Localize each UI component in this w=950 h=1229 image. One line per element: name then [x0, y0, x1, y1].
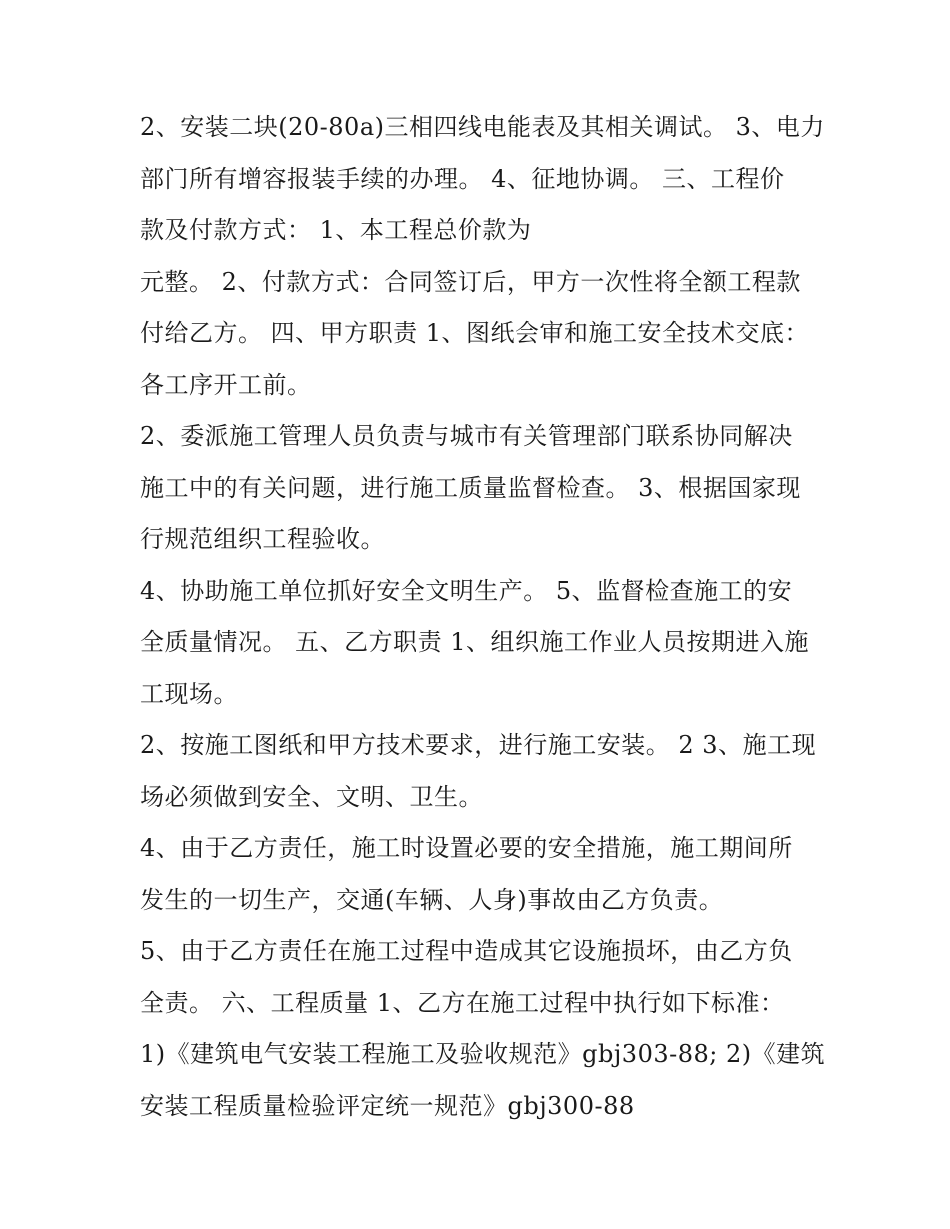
text-line: 付给乙方。 四、甲方职责 1、图纸会审和施工安全技术交底： [140, 319, 810, 347]
text-line: 2、安装二块(20-80a)三相四线电能表及其相关调试。 3、电力 [140, 113, 825, 141]
text-line: 1)《建筑电气安装工程施工及验收规范》gbj303-88; 2)《建筑 [140, 1040, 826, 1068]
text-line: 4、协助施工单位抓好安全文明生产。 5、监督检查施工的安 [140, 576, 793, 605]
text-line: 安装工程质量检验评定统一规范》gbj300-88 [140, 1091, 635, 1120]
text-line: 部门所有增容报装手续的办理。 4、征地协调。 三、工程价 [140, 164, 785, 193]
text-line: 4、由于乙方责任，施工时设置必要的安全措施，施工期间所 [140, 834, 793, 862]
text-line: 行规范组织工程验收。 [140, 525, 385, 553]
text-line: 施工中的有关问题，进行施工质量监督检查。 3、根据国家现 [140, 473, 801, 502]
document-body [140, 102, 826, 1132]
text-line: 场必须做到安全、文明、卫生。 [140, 782, 483, 811]
text-line: 全质量情况。 五、乙方职责 1、组织施工作业人员按期进入施 [140, 628, 810, 656]
text-line: 工现场。 [140, 679, 238, 708]
text-line: 款及付款方式： 1、本工程总价款为 [140, 216, 532, 244]
text-line: 2、委派施工管理人员负责与城市有关管理部门联系协同解决 [140, 422, 793, 450]
text-line: 5、由于乙方责任在施工过程中造成其它设施损坏，由乙方负 [140, 937, 793, 965]
text-line: 发生的一切生产，交通(车辆、人身)事故由乙方负责。 [140, 885, 724, 914]
text-line: 全责。 六、工程质量 1、乙方在施工过程中执行如下标准： [140, 988, 785, 1017]
text-line: 各工序开工前。 [140, 370, 312, 399]
text-line: 2、按施工图纸和甲方技术要求，进行施工安装。 2 3、施工现 [140, 731, 817, 759]
text-line: 元整。 2、付款方式：合同签订后，甲方一次性将全额工程款 [140, 267, 801, 296]
